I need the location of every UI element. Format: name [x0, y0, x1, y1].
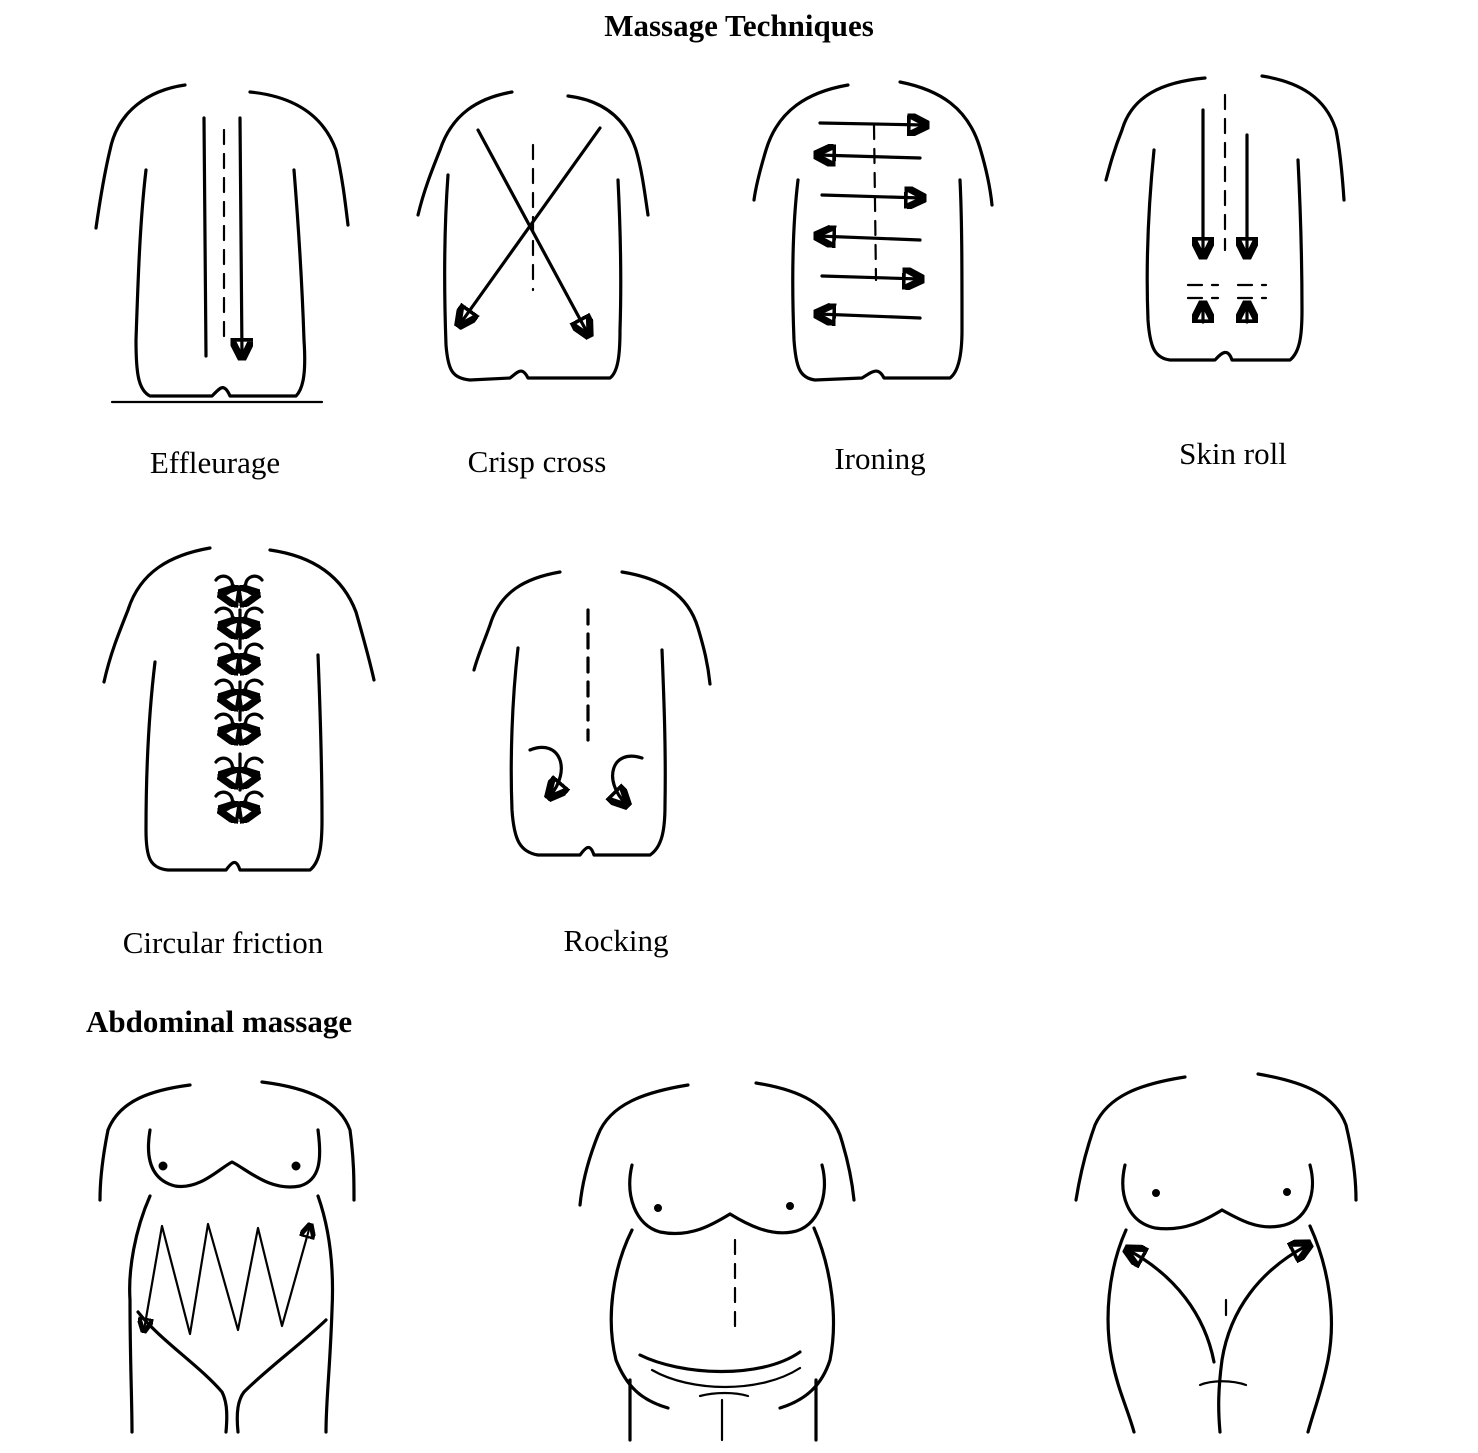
abdominal-heading: Abdominal massage	[86, 1004, 353, 1039]
abdominal-zigzag-diagram	[100, 1082, 354, 1432]
skin-roll-diagram	[1106, 76, 1344, 360]
effleurage-diagram	[96, 85, 348, 402]
caption-skin-roll: Skin roll	[1179, 436, 1287, 471]
rocking-diagram	[474, 572, 710, 855]
caption-ironing: Ironing	[834, 441, 926, 476]
circular-friction-diagram	[104, 548, 374, 870]
caption-circular-friction: Circular friction	[122, 925, 324, 960]
caption-crisp-cross: Crisp cross	[467, 444, 607, 479]
crisp-cross-diagram	[418, 92, 648, 380]
abdominal-front-diagram	[580, 1083, 854, 1440]
caption-effleurage: Effleurage	[149, 445, 281, 480]
abdominal-curve-diagram	[1076, 1074, 1356, 1432]
caption-rocking: Rocking	[563, 923, 669, 958]
ironing-diagram	[754, 82, 992, 380]
page-title: Massage Techniques	[604, 8, 874, 43]
